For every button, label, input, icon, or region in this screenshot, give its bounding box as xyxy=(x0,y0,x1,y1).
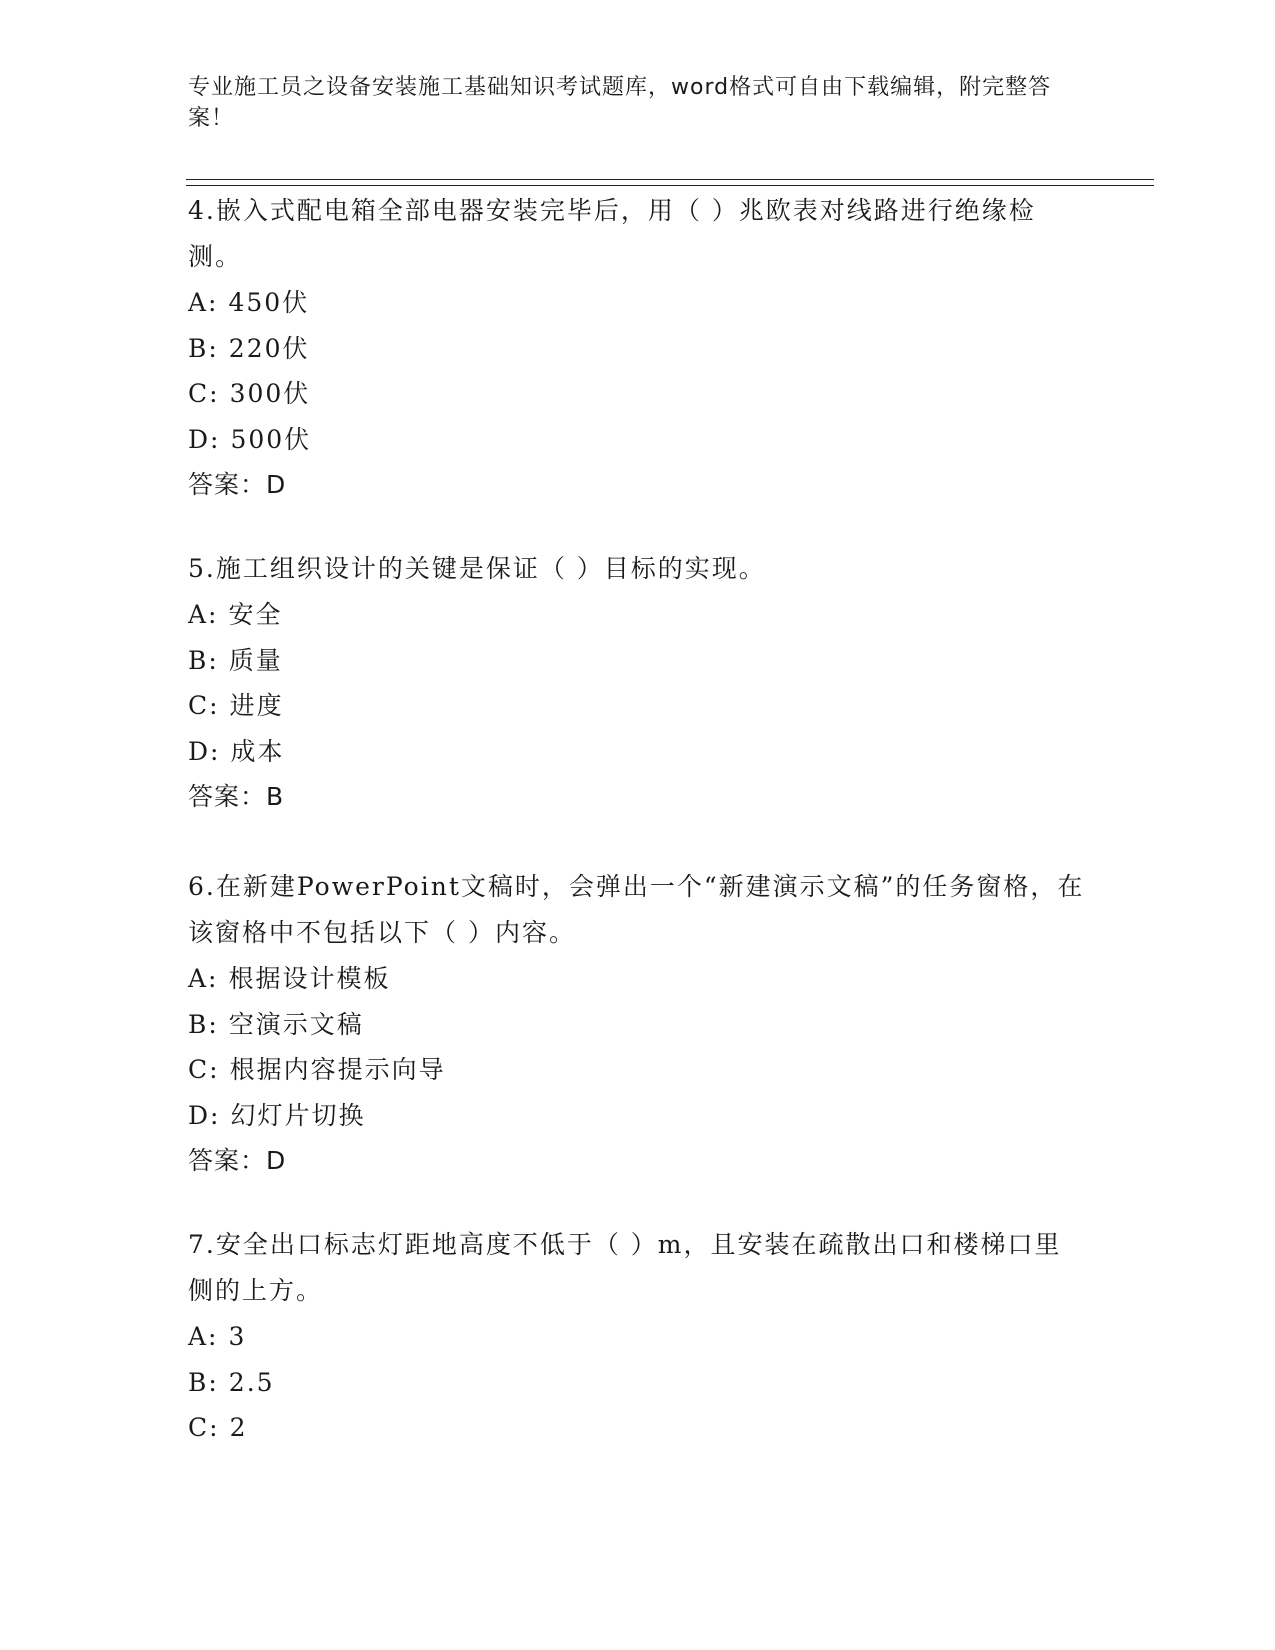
option-label: B: xyxy=(188,333,219,363)
option-b xyxy=(188,638,1088,684)
option-b xyxy=(188,326,1088,372)
option-label: A: xyxy=(188,1322,219,1351)
option-label: B: xyxy=(188,1009,219,1039)
option-text: 500伏 xyxy=(230,424,312,454)
option-text: 2.5 xyxy=(228,1367,275,1397)
option-text: 幻灯片切换 xyxy=(230,1100,366,1130)
option-c xyxy=(188,1405,1088,1451)
option-a xyxy=(188,956,1088,1002)
option-label: D: xyxy=(188,1100,221,1130)
option-text: 根据设计模板 xyxy=(228,964,391,993)
document-header: 专业施工员之设备安装施工基础知识考试题库，word格式可自由下载编辑，附完整答案！ xyxy=(188,75,1052,131)
option-label: C: xyxy=(188,1413,220,1442)
option-text: 质量 xyxy=(228,645,283,675)
question-5 xyxy=(188,546,1088,820)
option-text: 450伏 xyxy=(228,288,310,317)
option-label: B: xyxy=(188,645,219,675)
option-text: 3 xyxy=(228,1322,247,1351)
option-label: D: xyxy=(188,424,221,454)
option-text: 空演示文稿 xyxy=(228,1009,364,1039)
option-d xyxy=(188,417,1088,463)
option-text: 220伏 xyxy=(228,333,310,363)
option-c xyxy=(188,683,1088,729)
question-6 xyxy=(188,864,1088,1184)
answer: 答案：D xyxy=(188,1146,287,1175)
option-c xyxy=(188,371,1088,417)
option-text: 成本 xyxy=(230,736,285,766)
option-label: C: xyxy=(188,1055,220,1084)
question-7 xyxy=(188,1222,1088,1451)
option-label: B: xyxy=(188,1367,219,1397)
question-stem: 4.嵌入式配电箱全部电器安装完毕后，用（ ）兆欧表对线路进行绝缘检测。 xyxy=(188,196,1036,271)
option-a xyxy=(188,280,1088,326)
option-text: 2 xyxy=(229,1413,248,1442)
question-4 xyxy=(188,188,1088,508)
header-divider xyxy=(186,179,1154,186)
question-stem: 7.安全出口标志灯距地高度不低于（ ）m，且安装在疏散出口和楼梯口里侧的上方。 xyxy=(188,1230,1062,1305)
option-d xyxy=(188,1093,1088,1139)
option-d xyxy=(188,729,1088,775)
option-label: C: xyxy=(188,691,220,720)
option-label: A: xyxy=(188,600,219,629)
question-stem: 6.在新建PowerPoint文稿时，会弹出一个“新建演示文稿”的任务窗格，在该窗格中不包括以下（ ）内容。 xyxy=(188,872,1085,947)
option-label: D: xyxy=(188,736,221,766)
option-label: A: xyxy=(188,964,219,993)
answer: 答案：B xyxy=(188,782,285,811)
option-label: C: xyxy=(188,379,220,408)
option-a xyxy=(188,1314,1088,1360)
option-text: 安全 xyxy=(228,600,283,629)
option-b xyxy=(188,1360,1088,1406)
answer: 答案：D xyxy=(188,470,287,499)
option-b xyxy=(188,1002,1088,1048)
option-c xyxy=(188,1047,1088,1093)
option-label: A: xyxy=(188,288,219,317)
option-text: 根据内容提示向导 xyxy=(229,1055,446,1084)
option-text: 300伏 xyxy=(229,379,311,408)
question-stem: 5.施工组织设计的关键是保证（ ）目标的实现。 xyxy=(188,554,766,583)
option-text: 进度 xyxy=(229,691,284,720)
option-a xyxy=(188,592,1088,638)
